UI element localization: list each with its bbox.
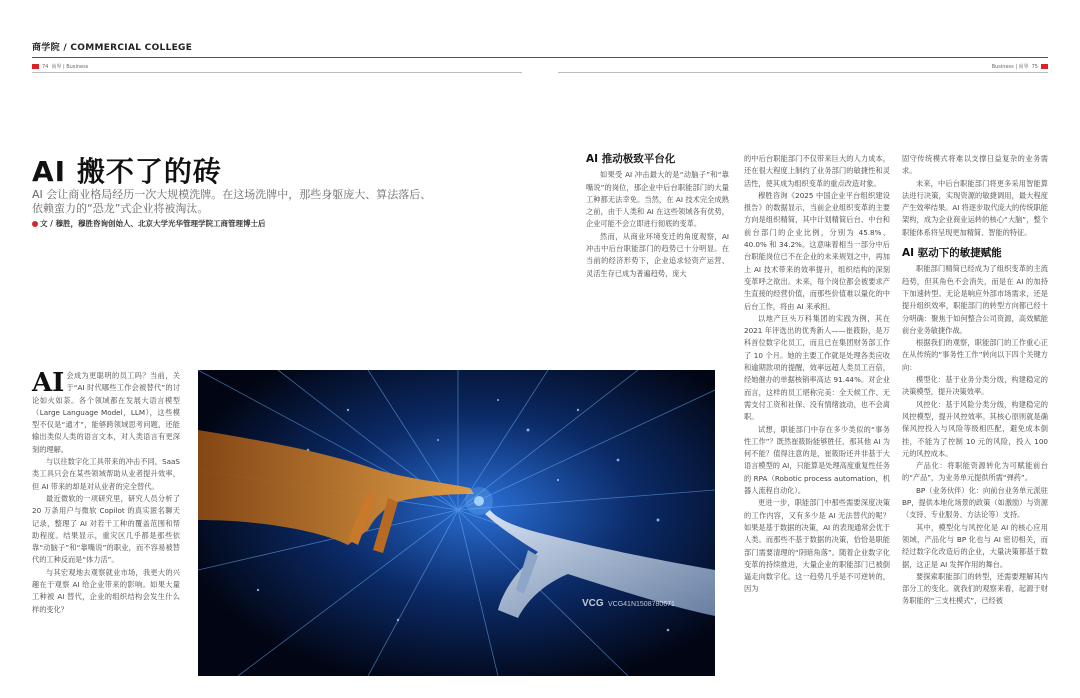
paragraph: 根据我们的观察，职能部门的工作重心正在从传统的“事务性工作”转向以下四个关键方向： — [902, 338, 1048, 372]
paragraph: 与以往数字化工具带来的冲击不同，SaaS 类工具只会在某些领域帮助从业者提升效率，但 AI 带来的却是对从业者的完全替代。 — [32, 457, 180, 491]
column-1 — [32, 370, 180, 616]
paragraph: 要探索职能部门的转型，还需要理解其内部分工的变化。就我们的观察来看，起源于财务职能的“三支柱模式”，已经被 — [902, 571, 1048, 606]
byline-bullet-icon — [32, 221, 38, 227]
article-title: AI 搬不了的砖 — [32, 155, 222, 188]
left-magazine-name: 商界 | Business — [51, 64, 89, 70]
paragraph: 的中后台职能部门不仅带来巨大的人力成本，还在很大程度上制约了业务部门的敏捷性和灵活性，使其成为组织变革的重点改造对象。 — [744, 154, 890, 188]
section-heading: AI 驱动下的敏捷赋能 — [902, 247, 1002, 260]
paragraph: 最近微软的一项研究里，研究人员分析了 20 万条用户与微软 Copilot 的真实匿名聊天记录，整理了 AI 对若干工种的覆盖范围和帮助程度。结果显示，重灾区几乎都是那些依靠“动脑子”和“靠嘴说”的职业，而不容易被替代的工种反而是“体力活”。 — [32, 493, 180, 565]
article-byline — [32, 218, 265, 229]
paragraph: 如果受 AI 冲击最大的是“动脑子”和“靠嘴说”的岗位，那企业中后台职能部门的大量工种都无法幸免。当然，在 AI 技术完全成熟之前，由于人类和 AI 在这些领域各有优势，企业可能不会立即进行彻底的变革。 — [586, 170, 729, 229]
column-3 — [744, 153, 890, 596]
article-subtitle: AI 会让商业格局经历一次大规模洗牌。在这场洗牌中，那些身躯庞大、算法落后、依赖蛮力的“恐龙”式企业将被淘汰。 — [32, 188, 432, 215]
left-page-rule — [32, 72, 522, 73]
section-title: 商学院 / COMMERCIAL COLLEGE — [32, 43, 193, 53]
paragraph: 与其宏观地去观察就业市场，我更大的兴趣在于观察 AI 给企业带来的影响。如果大量工种被 AI 替代，企业的组织结构会发生什么样的变化？ — [32, 567, 180, 614]
photo-id: VCG41N1508780671 — [608, 601, 675, 608]
paragraph: 风控化：基于风险分类分级，构建稳定的风控模型，提升风控效率。其核心原则就是确保风控投入与风险等级相匹配，避免成本倒挂，不能为了控制 10 元的风险，投入 100 元的风控成本。 — [902, 399, 1048, 458]
right-page-rule — [558, 72, 1048, 73]
dropcap: AI — [32, 368, 65, 398]
right-magazine-name: Business | 商界 — [991, 64, 1029, 70]
page-marker-icon — [1041, 64, 1048, 69]
left-page-bar — [32, 63, 88, 70]
paragraph: 模型化：基于业务分类分级，构建稳定的决策模型，提升决策效率。 — [902, 375, 1048, 397]
paragraph: BP（业务伙伴）化：向前台业务单元派驻 BP，提供本地化场景的政策（如激励）与资源（支持、专业服务、方法论等）支持。 — [902, 485, 1048, 520]
right-page-bar — [992, 63, 1048, 70]
paragraph: 固守传统模式将难以支撑日益复杂的业务需求。 — [902, 154, 1048, 176]
paragraph: 然而，从商业环境变迁的角度观察，AI 冲击中后台职能部门的趋势已十分明显。在当前的经济形势下，企业追求轻资产运营、灵活生存已成为普遍趋势，庞大 — [586, 231, 729, 278]
header-rule — [32, 57, 1048, 58]
paragraph: 职能部门精简已经成为了组织变革的主流趋势，但其角色不会消失，而是在 AI 的加持下加速转型。无论是响应外部市场需求，还是提升组织效率，职能部门的转型方向都已经十分明确：聚焦于如何整合公司资源，高效赋能前台业务敏捷作战。 — [902, 264, 1048, 335]
paragraph: 以地产巨头万科集团的实践为例，其在 2021 年评选出的优秀新人——崔筱盼，是万科首位数字化员工，而且已在集团财务部工作了 10 个月。她的主要工作就是处理各类应收和逾期款项的提醒，效率远超人类员工百倍，经她催办的单据核销率高达 91.44%。对企业而言，这样的员工堪称完美：全天候工作、无需支付工资和社保、没有情绪波动，也不会离职。 — [744, 313, 890, 422]
right-page-number: 75 — [1031, 63, 1038, 70]
article-photo — [198, 370, 715, 676]
section-heading: AI 推动极致平台化 — [586, 153, 676, 165]
column-2 — [586, 153, 729, 280]
paragraph: 试想，职能部门中存在多少类似的“事务性工作”？既然崔筱盼能够胜任，那其他 AI 为何不能？值得注意的是，崔筱盼还并非基于大语言模型的 AI，只能算是处理高度重复性任务的 RPA（Robotic process automation，机器人流程自动化）。 — [744, 424, 890, 496]
paragraph: 更进一步，职能部门中那些需要深度决策的工作内容，又有多少是 AI 无法替代的呢？如果是基于数据的决策，AI 的表现通常会优于人类。而那些不基于数据的决策，恰恰是职能部门需要清理的“阴暗角落”。随着企业数字化变革的持续推进，大量企业的职能部门已被倒逼走向数字化。这一趋势几乎是不可逆转的，因为 — [744, 498, 890, 594]
paragraph: 产品化：将职能资源转化为可赋能前台的“产品”，为业务单元提供所需“弹药”。 — [902, 461, 1048, 483]
robot-human-hands-illustration — [198, 370, 715, 676]
column-4 — [902, 153, 1048, 608]
paragraph: 未来，中后台职能部门将更多采用智能算法进行决策，实现资源的敏捷调用，最大程度产生效率结果。AI 将逐步取代庞大的传统职能架构，成为企业商业运转的核心“大脑”，整个职能体系将呈现更加精简、智能的特征。 — [902, 178, 1048, 237]
paragraph: 其中，模型化与风控化是 AI 的核心应用领域，产品化与 BP 化也与 AI 密切相关，而经过数字化改造后的企业，大量决策都基于数据，这正是 AI 发挥作用的舞台。 — [902, 522, 1048, 569]
photo-watermark: VCG — [582, 598, 604, 609]
page-marker-icon — [32, 64, 39, 69]
paragraph: AI 会成为更聪明的员工吗？当前，关于“AI 时代哪些工作会被替代”的讨论如火如荼。各个领域都在发展大语言模型（Large Language Model，LLM），这些模型不仅是“通才”，能够跨领域思考问题，还能输出类似人类的语言文本，对人类语言有更深刻的理解。 — [32, 368, 180, 454]
byline-text: 文 / 穆胜，穆胜咨询创始人、北京大学光华管理学院工商管理博士后 — [40, 219, 266, 228]
paragraph: 穆胜咨询《2025 中国企业平台组织建设报告》的数据显示，当前企业组织变革的主要方向是组织精简，其中计划精简后台、中台和前台部门的企业比例，分别为 45.8%、40.0% 和 34.2%。这意味着相当一部分中后台职能岗位已不在企业的未来规划之中，再加上 AI 技术带来的效率提升，组织结构的深刻变革呼之欲出。未来，每个岗位都会被要求产生直接的经营价值，而那些价值难以量化的中后台工作，将由 AI 来承担。 — [744, 190, 890, 311]
left-page-number: 74 — [42, 63, 49, 70]
